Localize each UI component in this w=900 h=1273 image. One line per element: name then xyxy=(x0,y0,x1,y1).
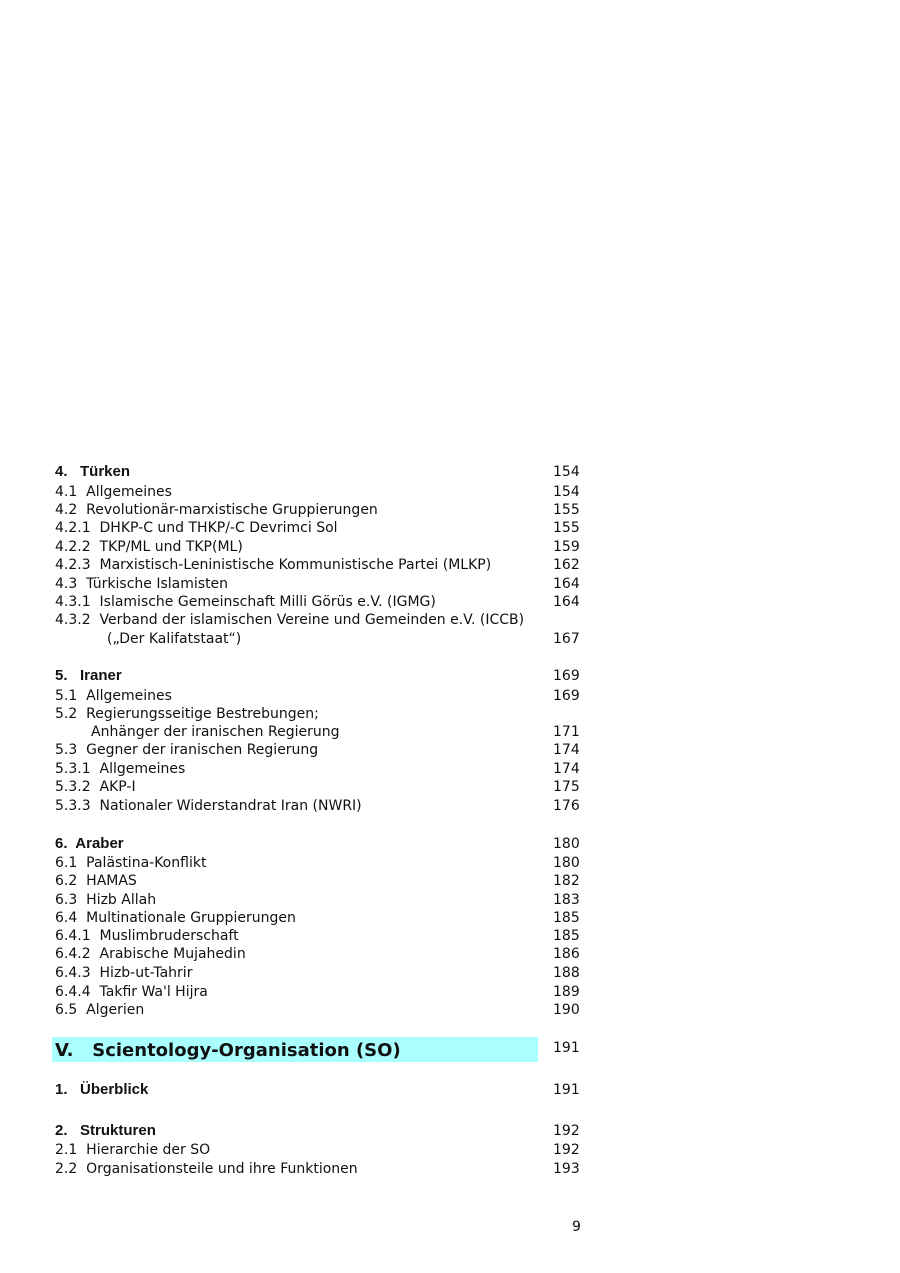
toc-entry: 2.1 Hierarchie der SO xyxy=(55,1142,211,1158)
toc-heading: 4. Türken xyxy=(55,463,131,480)
toc-entry: 6.4 Multinationale Gruppierungen xyxy=(55,910,296,926)
toc-page-number: 190 xyxy=(553,1002,580,1018)
toc-page-number: 192 xyxy=(553,1123,580,1139)
toc-heading: 6. Araber xyxy=(55,835,124,852)
toc-page-number: 191 xyxy=(553,1082,580,1098)
toc-entry-continuation: Anhänger der iranischen Regierung xyxy=(91,724,340,740)
toc-entry: 4.2.1 DHKP-C und THKP/-C Devrimci Sol xyxy=(55,520,338,536)
toc-page-number: 175 xyxy=(553,779,580,795)
toc-section-title: V. Scientology-Organisation (SO) xyxy=(55,1040,401,1061)
toc-page-number: 154 xyxy=(553,464,580,480)
toc-entry: 5.3 Gegner der iranischen Regierung xyxy=(55,742,319,758)
toc-page-number: 185 xyxy=(553,928,580,944)
toc-entry: 6.4.2 Arabische Mujahedin xyxy=(55,946,246,962)
toc-entry: 4.3.2 Verband der islamischen Vereine und Gemeinden e.V. (ICCB) xyxy=(55,612,525,628)
toc-entry: 6.4.1 Muslimbruderschaft xyxy=(55,928,239,944)
toc-page-number: 155 xyxy=(553,502,580,518)
toc-page-number: 174 xyxy=(553,761,580,777)
toc-page-number: 174 xyxy=(553,742,580,758)
toc-heading: 2. Strukturen xyxy=(55,1122,156,1139)
toc-page-number: 180 xyxy=(553,836,580,852)
toc-entry: 6.1 Palästina-Konflikt xyxy=(55,855,207,871)
toc-entry: 4.3 Türkische Islamisten xyxy=(55,576,229,592)
toc-entry: 6.2 HAMAS xyxy=(55,873,137,889)
toc-page-number: 183 xyxy=(553,892,580,908)
toc-page-number: 159 xyxy=(553,539,580,555)
toc-heading: 1. Überblick xyxy=(55,1081,149,1098)
toc-entry: 4.3.1 Islamische Gemeinschaft Milli Görüs e.V. (IGMG) xyxy=(55,594,436,610)
toc-page-number: 176 xyxy=(553,798,580,814)
toc-page-number: 164 xyxy=(553,594,580,610)
toc-page-number: 192 xyxy=(553,1142,580,1158)
page-folio-number: 9 xyxy=(572,1219,581,1235)
toc-page-number: 189 xyxy=(553,984,580,1000)
toc-page-number: 191 xyxy=(553,1040,580,1056)
toc-entry: 4.2 Revolutionär-marxistische Gruppierungen xyxy=(55,502,378,518)
toc-entry: 5.3.3 Nationaler Widerstandrat Iran (NWRI) xyxy=(55,798,362,814)
toc-page-number: 193 xyxy=(553,1161,580,1177)
toc-page-number: 154 xyxy=(553,484,580,500)
toc-entry: 6.5 Algerien xyxy=(55,1002,145,1018)
toc-entry: 4.2.2 TKP/ML und TKP(ML) xyxy=(55,539,243,555)
toc-page-number: 169 xyxy=(553,668,580,684)
toc-page-number: 180 xyxy=(553,855,580,871)
toc-entry: 5.3.1 Allgemeines xyxy=(55,761,186,777)
toc-entry: 4.2.3 Marxistisch-Leninistische Kommunistische Partei (MLKP) xyxy=(55,557,492,573)
toc-page-number: 164 xyxy=(553,576,580,592)
toc-page-number: 155 xyxy=(553,520,580,536)
toc-entry: 5.3.2 AKP-I xyxy=(55,779,136,795)
toc-page-number: 162 xyxy=(553,557,580,573)
toc-page-number: 185 xyxy=(553,910,580,926)
toc-page-number: 186 xyxy=(553,946,580,962)
toc-page-number: 171 xyxy=(553,724,580,740)
toc-entry: 6.4.3 Hizb-ut-Tahrir xyxy=(55,965,193,981)
toc-heading: 5. Iraner xyxy=(55,667,122,684)
toc-entry: 2.2 Organisationsteile und ihre Funktionen xyxy=(55,1161,358,1177)
toc-page-number: 169 xyxy=(553,688,580,704)
toc-page-number: 182 xyxy=(553,873,580,889)
toc-entry: 6.3 Hizb Allah xyxy=(55,892,157,908)
toc-page-number: 167 xyxy=(553,631,580,647)
toc-entry: 4.1 Allgemeines xyxy=(55,484,172,500)
toc-entry-continuation: („Der Kalifatstaat“) xyxy=(107,631,242,647)
toc-entry: 5.2 Regierungsseitige Bestrebungen; xyxy=(55,706,319,722)
toc-entry: 5.1 Allgemeines xyxy=(55,688,172,704)
toc-page-number: 188 xyxy=(553,965,580,981)
toc-entry: 6.4.4 Takfir Wa'l Hijra xyxy=(55,984,208,1000)
